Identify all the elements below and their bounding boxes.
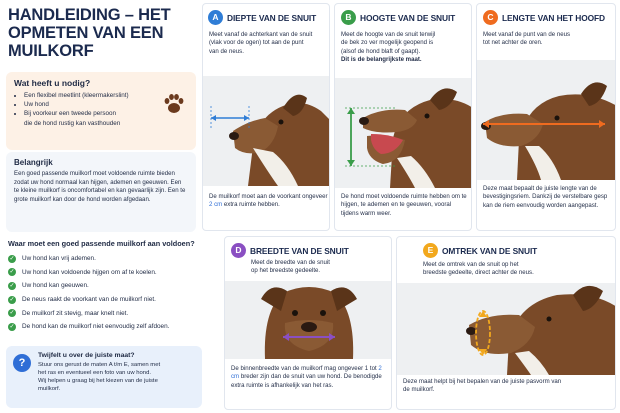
important-text: Een goed passende muilkorf moet voldoende ruimte bieden zodat uw hond normaal kan hijgen, ademen en geeuwen. Een te kleine muilkorf is oncomfortabel en kan gevaarlijk zijn. Een te grote muilkorf kan door de hond worden afgedaan. xyxy=(14,170,186,203)
card-title: LENGTE VAN HET HOOFD xyxy=(502,13,605,23)
check-icon: ✓ xyxy=(9,282,15,289)
card-circumference xyxy=(396,236,616,410)
card-note: De binnenbreedte van de muilkorf mag ongeveer 1 tot 2 cm breder zijn dan de snuit van uw hond. De benodigde extra ruimte is afhankelijk van het ras. xyxy=(231,365,382,389)
check-icon: ✓ xyxy=(9,255,15,262)
list-item: ✓ De muilkorf zit stevig, maar knelt niet. xyxy=(9,309,129,317)
card-note: Deze maat bepaalt de juiste lengte van de bevestigingsriem. Dankzij de verstelbare gesp kan de riem eenvoudig worden aangepast. xyxy=(483,185,608,209)
card-note: Deze maat helpt bij het bepalen van de juiste pasvorm van de muilkorf. xyxy=(403,378,562,394)
check-icon: ✓ xyxy=(9,310,15,317)
card-note: De hond moet voldoende ruimte hebben om te hijgen, te ademen en te geeuwen, vooral tijdens warm weer. xyxy=(341,193,467,217)
card-instruction: Meet de hoogte van de snuit terwijl de bek zo ver mogelijk geopend is (alsof de hond blaft of gaapt). Dit is de belangrijkste maat. xyxy=(341,31,436,64)
help-heading: Twijfelt u over de juiste maat? xyxy=(38,352,135,359)
paw-icon xyxy=(162,92,186,116)
list-item: ✓ De hond kan de muilkorf niet eenvoudig zelf afdoen. xyxy=(9,323,170,331)
question-icon: ? xyxy=(13,354,31,372)
card-title: HOOGTE VAN DE SNUIT xyxy=(360,13,456,23)
dog-photo-open-mouth xyxy=(335,78,472,188)
card-width xyxy=(224,236,392,410)
card-depth xyxy=(202,3,330,231)
dog-photo-muzzle xyxy=(397,283,616,375)
dog-photo-front xyxy=(225,281,392,359)
needs-heading: Wat heeft u nodig? xyxy=(14,78,91,88)
list-item: ✓ Uw hond kan vrij ademen. xyxy=(9,255,96,263)
check-icon: ✓ xyxy=(9,323,15,330)
fit-heading: Waar moet een goed passende muilkorf aan voldoen? xyxy=(8,239,195,248)
card-title: DIEPTE VAN DE SNUIT xyxy=(227,13,317,23)
dog-photo-profile xyxy=(477,60,616,180)
needs-item: die de hond rustig kan vasthouden xyxy=(24,119,121,127)
badge-d: D xyxy=(231,243,246,258)
card-title: BREEDTE VAN DE SNUIT xyxy=(250,246,349,256)
card-note: De muilkorf moet aan de voorkant ongeveer 2 cm extra ruimte hebben. xyxy=(209,193,328,209)
needs-item: • Bij voorkeur een tweede persoon xyxy=(24,109,188,118)
badge-b: B xyxy=(341,10,356,25)
dog-photo-side xyxy=(203,76,330,186)
important-heading: Belangrijk xyxy=(14,158,53,167)
card-instruction: Meet de omtrek van de snuit op het breedste gedeelte, direct achter de neus. xyxy=(423,261,534,277)
list-item: ✓ De neus raakt de voorkant van de muilkorf niet. xyxy=(9,296,156,304)
badge-e: E xyxy=(423,243,438,258)
needs-box xyxy=(6,72,196,150)
badge-a: A xyxy=(208,10,223,25)
help-text: Stuur ons gerust de maten A t/m E, samen met het ras en eventueel een foto van uw hond. Wij helpen u graag bij het kiezen van de juiste muilkorf. xyxy=(38,362,161,392)
card-title: OMTREK VAN DE SNUIT xyxy=(442,246,538,256)
check-icon: ✓ xyxy=(9,269,15,276)
card-head-length xyxy=(476,3,616,231)
badge-c: C xyxy=(483,10,498,25)
list-item: ✓ Uw hond kan voldoende hijgen om af te koelen. xyxy=(9,268,157,276)
important-box xyxy=(6,152,196,232)
card-instruction: Meet vanaf de punt van de neus tot net achter de oren. xyxy=(483,31,571,47)
page-title: HANDLEIDING – HET OPMETEN VAN EEN MUILKORF xyxy=(8,6,171,60)
needs-item: • Uw hond xyxy=(24,100,188,109)
list-item: ✓ Uw hond kan geeuwen. xyxy=(9,282,89,290)
needs-item: • Een flexibel meetlint (kleermakerslint) xyxy=(24,91,188,100)
card-height xyxy=(334,3,472,231)
help-box xyxy=(6,346,202,408)
fit-list xyxy=(8,252,208,334)
card-instruction: Meet de breedte van de snuit op het breedste gedeelte. xyxy=(251,259,330,275)
card-instruction: Meet vanaf de achterkant van de snuit (vlak voor de ogen) tot aan de punt van de neus. xyxy=(209,31,313,55)
check-icon: ✓ xyxy=(9,296,15,303)
